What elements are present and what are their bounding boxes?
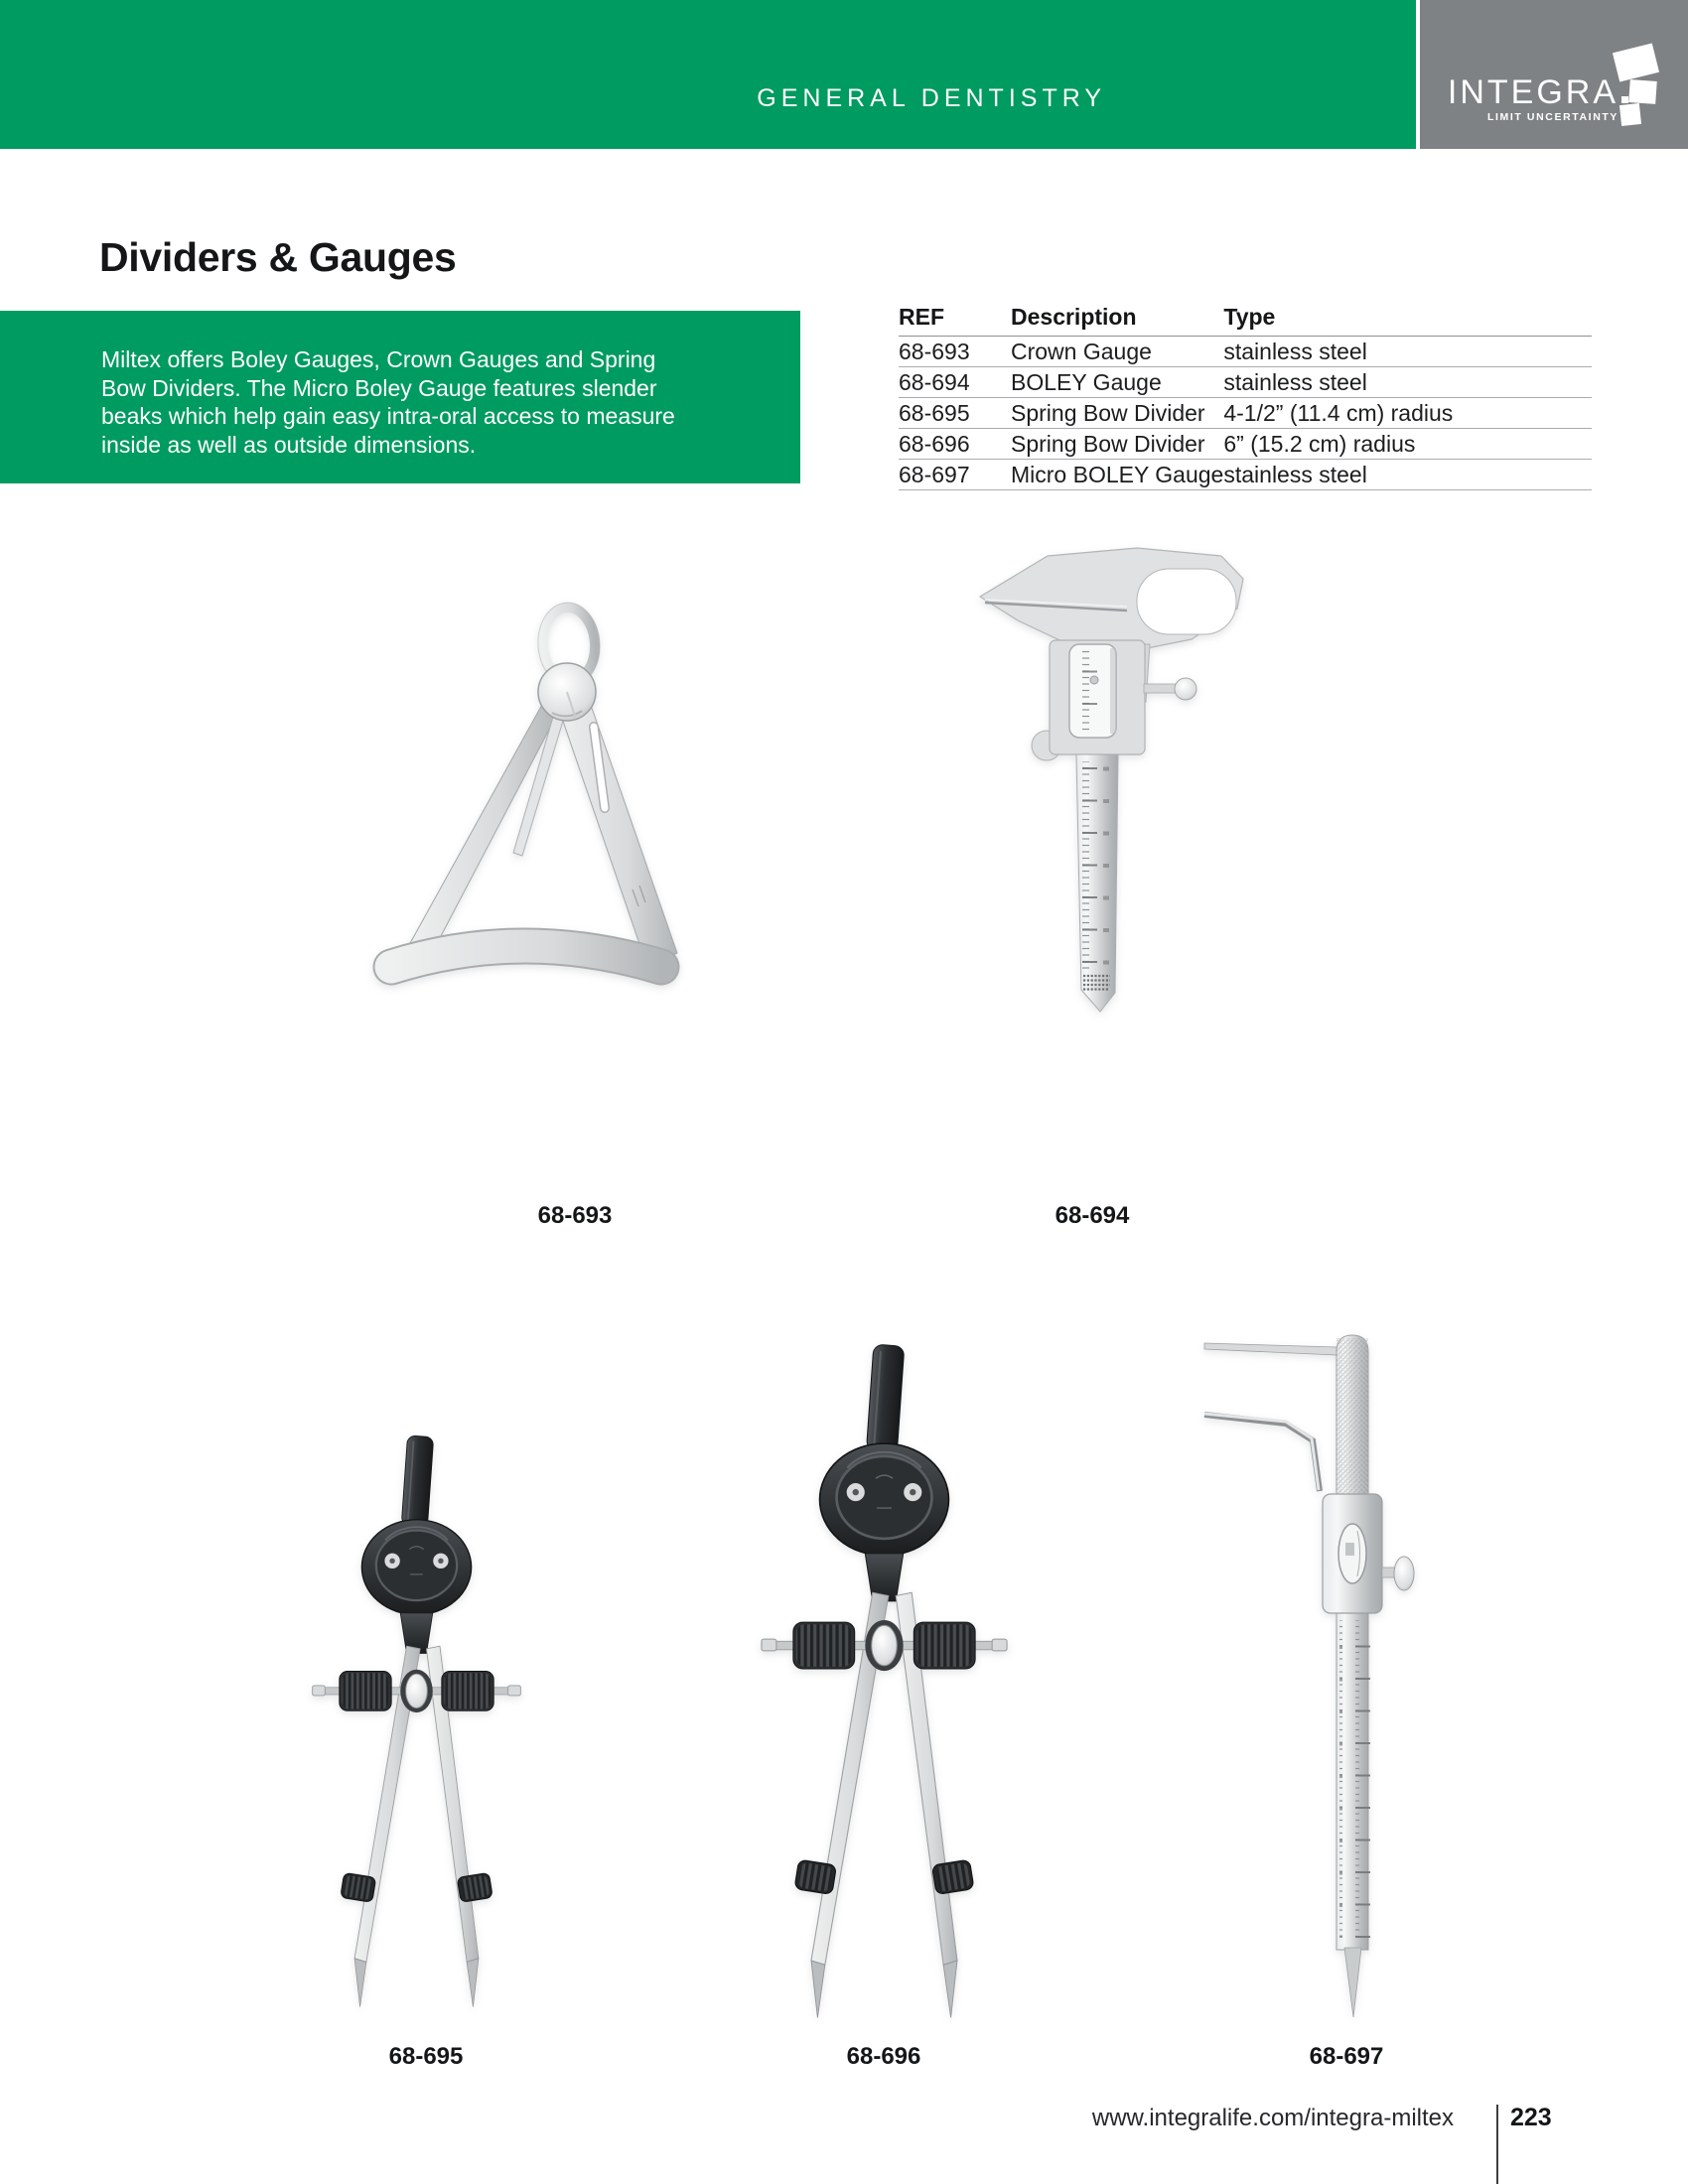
product-table [899, 304, 1592, 490]
figure-label: 68-695 [388, 2043, 464, 2070]
col-header-ref: REF [899, 304, 1011, 337]
intro-panel [0, 311, 800, 483]
brand-name: INTEGRA [1448, 73, 1628, 112]
table-header-row [899, 304, 1592, 337]
micro-boley-gauge-image [1196, 1322, 1484, 2027]
page-title: Dividers & Gauges [99, 234, 457, 280]
section-title: GENERAL DENTISTRY [757, 84, 1106, 112]
table-row: 68-693 Crown Gauge stainless steel [899, 337, 1592, 367]
table-row: 68-695 Spring Bow Divider 4-1/2” (11.4 cm) radius [899, 398, 1592, 429]
integra-logo [1420, 0, 1688, 149]
page-number: 223 [1510, 2104, 1552, 2131]
table-row: 68-697 Micro BOLEY Gauge stainless steel [899, 460, 1592, 490]
figure-label: 68-693 [537, 1202, 613, 1229]
figure-label: 68-694 [1055, 1202, 1130, 1229]
table-row: 68-694 BOLEY Gauge stainless steel [899, 367, 1592, 398]
boley-gauge-image [923, 541, 1256, 1018]
spring-bow-divider-small-image [300, 1422, 533, 2014]
col-header-type: Type [1223, 304, 1592, 337]
figure-label: 68-697 [1309, 2043, 1384, 2070]
table-row: 68-696 Spring Bow Divider 6” (15.2 cm) radius [899, 429, 1592, 460]
col-header-description: Description [1011, 304, 1223, 337]
footer-divider [1496, 2105, 1498, 2184]
spring-bow-divider-large-image [747, 1328, 1022, 2026]
header-band [0, 0, 1416, 149]
crown-gauge-image [357, 596, 685, 1013]
integra-tooth-icon [1614, 46, 1665, 133]
intro-text: Miltex offers Boley Gauges, Crown Gauges and Spring Bow Dividers. The Micro Boley Gauge features slender beaks which help gain easy intra-oral access to measure inside as well as outside dimensions. [101, 346, 675, 458]
brand-tagline: LIMIT UNCERTAINTY [1487, 111, 1618, 123]
figure-label: 68-696 [846, 2043, 921, 2070]
footer-url: www.integralife.com/integra-miltex [1091, 2105, 1454, 2131]
